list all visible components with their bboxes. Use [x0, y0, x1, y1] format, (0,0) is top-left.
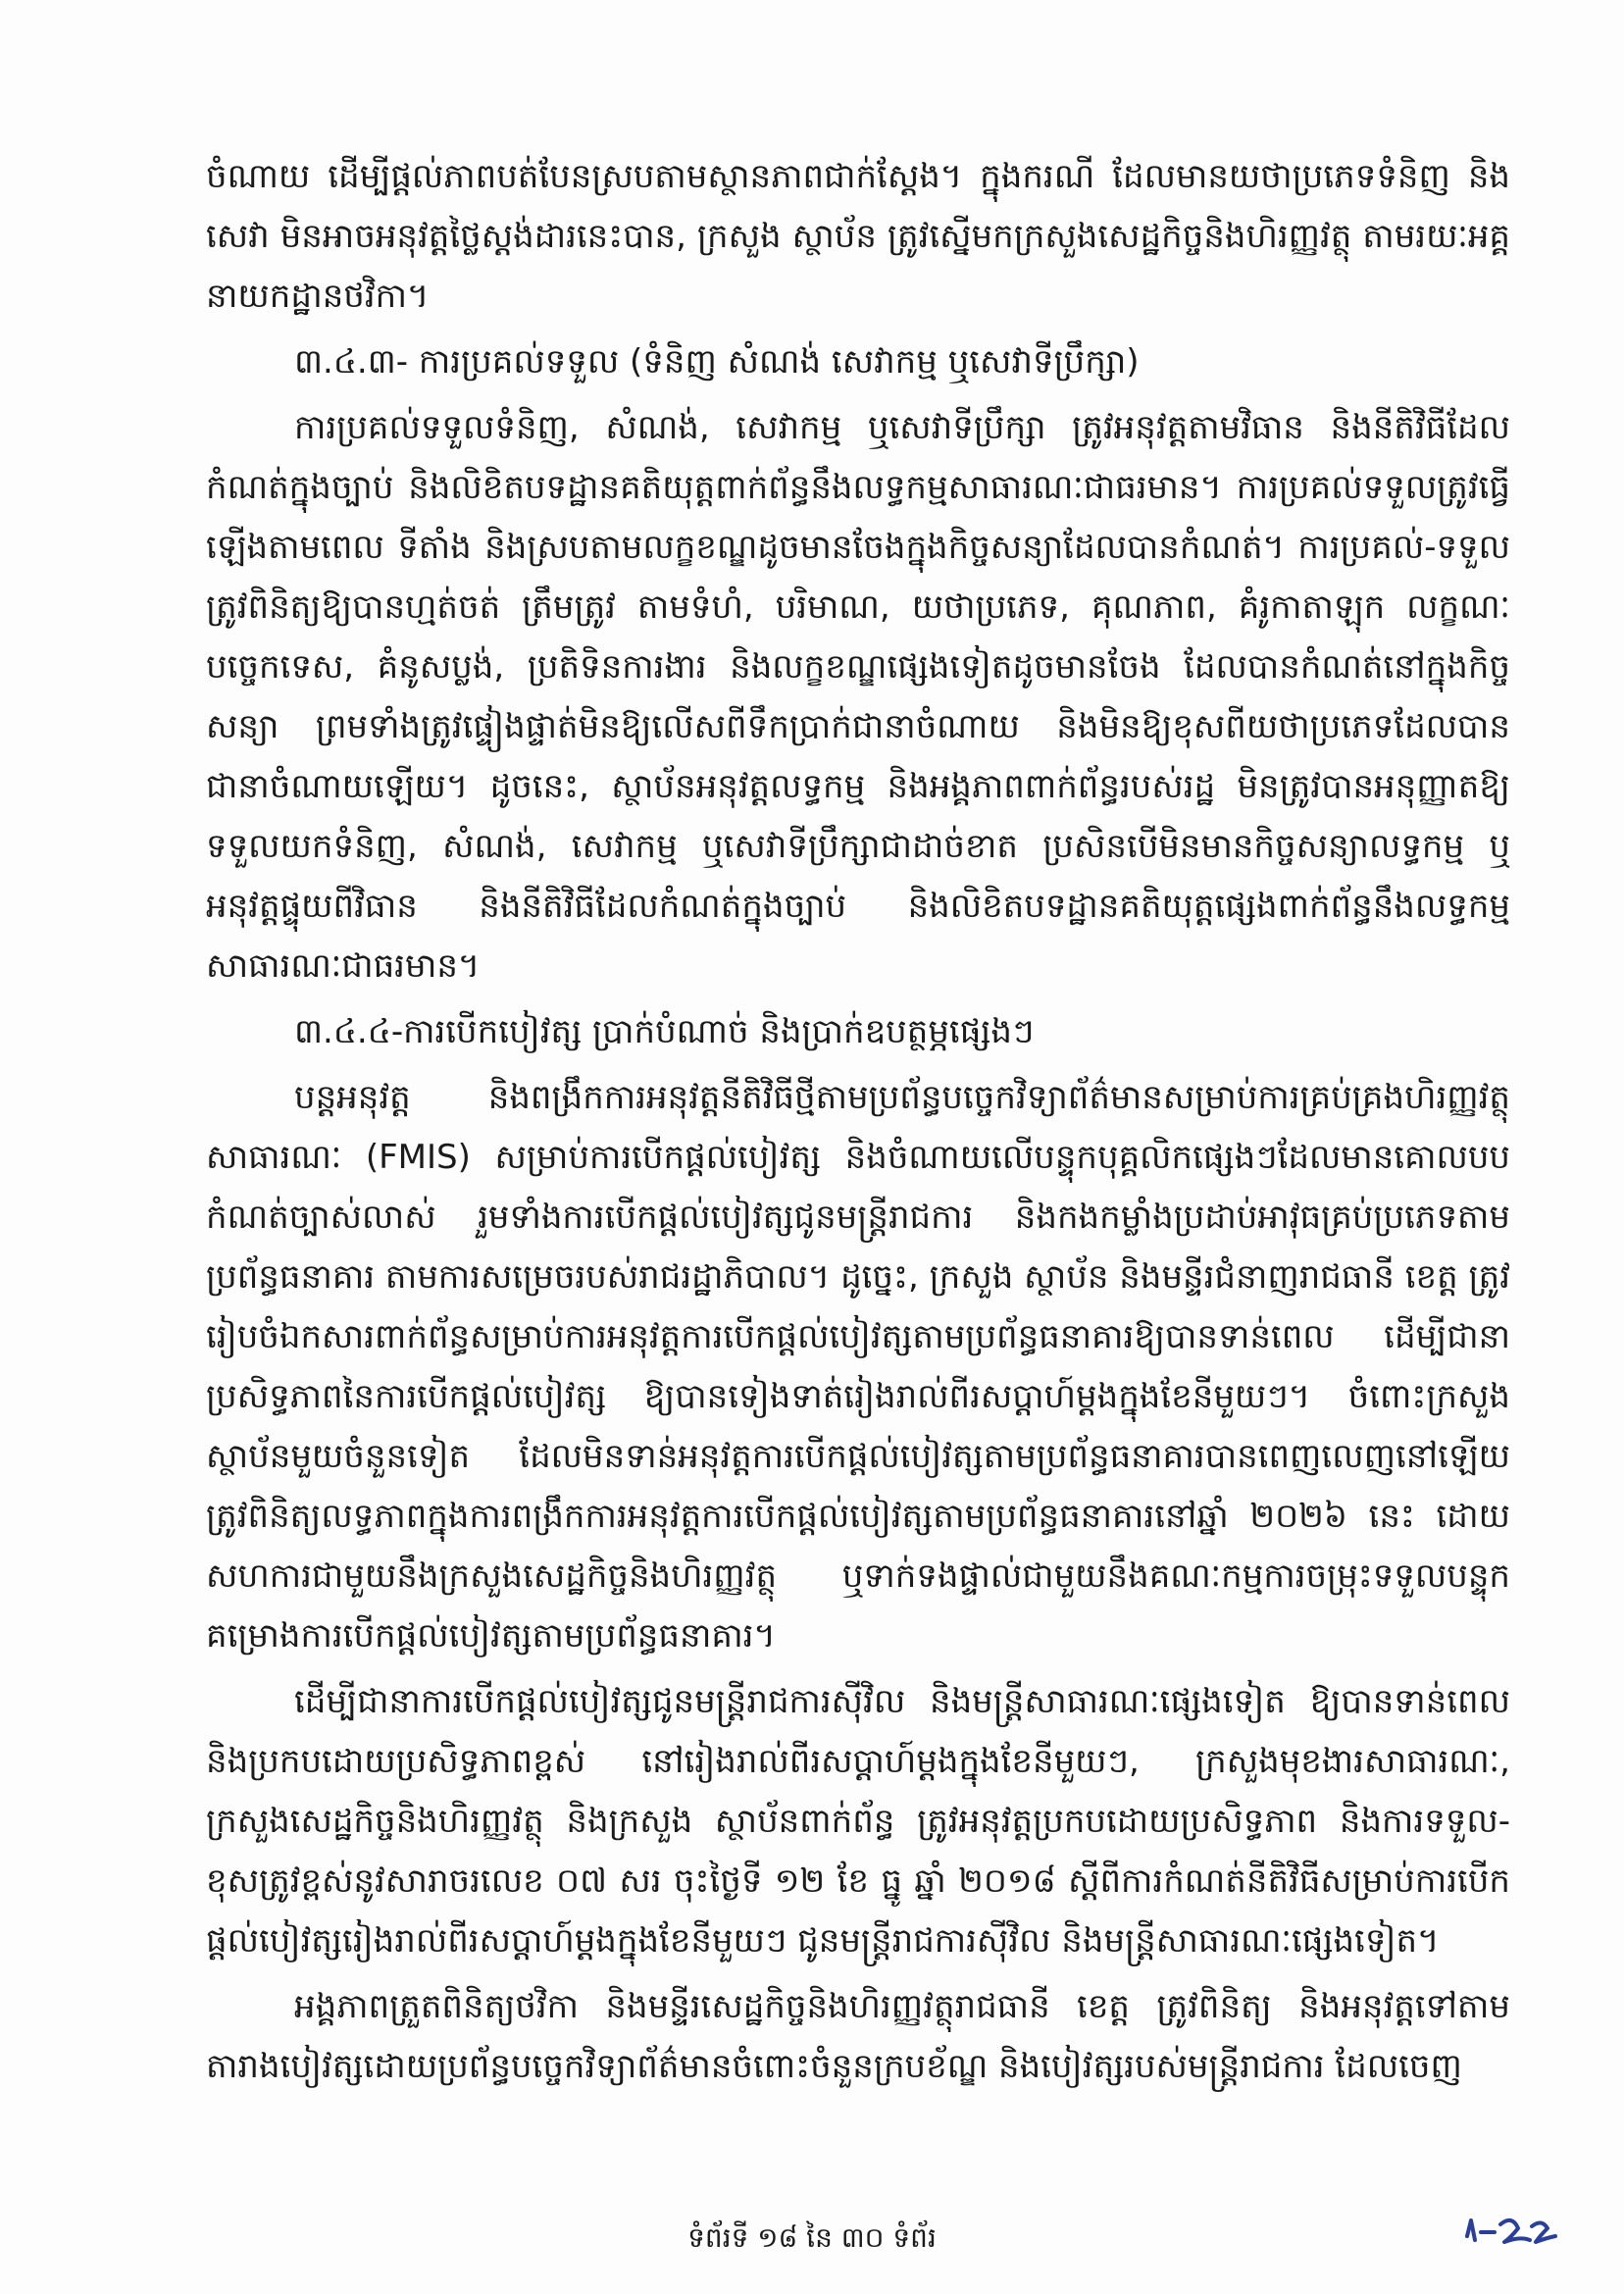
paragraph-handover-acceptance: ការប្រគល់ទទួលទំនិញ, សំណង់, សេវាកម្ម ឬសេវាទីប្រឹក្សា ត្រូវអនុវត្តតាមវិធាន និងនីតិវិធីដែលកំណត់ក្នុងច្បាប់ និងលិខិតបទដ្ឋានគតិយុត្តពាក់ព័ន្ធនឹងលទ្ធកម្មសាធារណៈជាធរមាន។ ការប្រគល់ទទួលត្រូវធ្វើឡើងតាមពេល ទីតាំង និងស្របតាមលក្ខខណ្ឌដូចមានចែងក្នុងកិច្ចសន្យាដែលបានកំណត់។ ការប្រគល់-ទទួល ត្រូវពិនិត្យឱ្យបានហ្មត់ចត់ ត្រឹមត្រូវ តាមទំហំ, បរិមាណ, យថាប្រភេទ, គុណភាព, គំរូកាតាឡុក លក្ខណៈបច្ចេកទេស, គំនូសប្លង់, ប្រតិទិនការងារ និងលក្ខខណ្ឌផ្សេងទៀតដូចមានចែង ដែលបានកំណត់នៅក្នុងកិច្ចសន្យា ព្រមទាំងត្រូវផ្ទៀងផ្ទាត់មិនឱ្យលើសពីទឹកប្រាក់ជានាចំណាយ និងមិនឱ្យខុសពីយថាប្រភេទដែលបានជានាចំណាយឡើយ។ ដូចនេះ, ស្ថាប័នអនុវត្តលទ្ធកម្ម និងអង្គភាពពាក់ព័ន្ធរបស់រដ្ឋ មិនត្រូវបានអនុញ្ញាតឱ្យទទួលយកទំនិញ, សំណង់, សេវាកម្ម ឬសេវាទីប្រឹក្សាជាដាច់ខាត ប្រសិនបើមិនមានកិច្ចសន្យាលទ្ធកម្ម ឬអនុវត្តផ្ទុយពីវិធាន និងនីតិវិធីដែលកំណត់ក្នុងច្បាប់ និងលិខិតបទដ្ឋានគតិយុត្តផ្សេងពាក់ព័ន្ធនឹងលទ្ធកម្មសាធារណៈជាធរមាន។	[206, 408, 1510, 986]
paragraph-fmis-salary: បន្តអនុវត្ត និងពង្រឹកការអនុវត្តនីតិវិធីថ្មីតាមប្រព័ន្ធបច្ចេកវិទ្យាព័ត៌មានសម្រាប់ការគ្រប់គ្រងហិរញ្ញវត្ថុសាធារណៈ (FMIS) សម្រាប់ការបើកផ្តល់បៀវត្ស និងចំណាយលើបន្ទុកបុគ្គលិកផ្សេងៗដែលមានគោលបបកំណត់ច្បាស់លាស់ រួមទាំងការបើកផ្តល់បៀវត្សជូនមន្ត្រីរាជការ និងកងកម្លាំងប្រដាប់អាវុធគ្រប់ប្រភេទតាមប្រព័ន្ធធនាគារ តាមការសម្រេចរបស់រាជរដ្ឋាភិបាល។ ដូច្នេះ, ក្រសួង ស្ថាប័ន និងមន្ទីរជំនាញរាជធានី ខេត្ត ត្រូវរៀបចំឯកសារពាក់ព័ន្ធសម្រាប់ការអនុវត្តការបើកផ្តល់បៀវត្សតាមប្រព័ន្ធធនាគារឱ្យបានទាន់ពេល ដើម្បីជានាប្រសិទ្ធភាពនៃការបើកផ្តល់បៀវត្ស ឱ្យបានទៀងទាត់រៀងរាល់ពីរសប្តាហ៍ម្តងក្នុងខែនីមួយៗ។ ចំពោះក្រសួង ស្ថាប័នមួយចំនួនទៀត ដែលមិនទាន់អនុវត្តការបើកផ្តល់បៀវត្សតាមប្រព័ន្ធធនាគារបានពេញលេញនៅឡើយ ត្រូវពិនិត្យលទ្ធភាពក្នុងការពង្រឹកការអនុវត្តការបើកផ្តល់បៀវត្សតាមប្រព័ន្ធធនាគារនៅឆ្នាំ ២០២៦ នេះ ដោយសហការជាមួយនឹងក្រសួងសេដ្ឋកិច្ចនិងហិរញ្ញវត្ថុ ឬទាក់ទងផ្ទាល់ជាមួយនឹងគណៈកម្មការចម្រុះទទួលបន្ទុកគម្រោងការបើកផ្តល់បៀវត្សតាមប្រព័ន្ធធនាគារ។	[206, 1078, 1510, 1656]
paragraph-budget-flexibility: ចំណាយ ដើម្បីផ្តល់ភាពបត់បែនស្របតាមស្ថានភាពជាក់ស្តែង។ ក្នុងករណី ដែលមានយថាប្រភេទទំនិញ និងសេវា មិនអាចអនុវត្តថ្លៃស្តង់ដារនេះបាន, ក្រសួង ស្ថាប័ន ត្រូវស្នើមកក្រសួងសេដ្ឋកិច្ចនិងហិរញ្ញវត្ថុ តាមរយៈអគ្គនាយកដ្ឋានថវិកា។	[206, 157, 1510, 316]
page-footer	[0, 2218, 1624, 2258]
section-heading-3-4-3: ៣.៤.៣- ការប្រគល់ទទួល (ទំនិញ សំណង់ សេវាកម្ម ឬសេវាទីប្រឹក្សា)	[294, 342, 1140, 382]
document-body	[206, 147, 1510, 2103]
page-number-label: ទំព័រទី ១៨ នៃ ៣០ ទំព័រ	[687, 2221, 937, 2254]
paragraph-biweekly-salary: ដើម្បីជានាការបើកផ្តល់បៀវត្សជូនមន្ត្រីរាជការស៊ីវិល និងមន្ត្រីសាធារណៈផ្សេងទៀត ឱ្យបានទាន់ពេលនិងប្រកបដោយប្រសិទ្ធភាពខ្ពស់ នៅរៀងរាល់ពីរសប្តាហ៍ម្តងក្នុងខែនីមួយៗ, ក្រសួងមុខងារសាធារណៈ, ក្រសួងសេដ្ឋកិច្ចនិងហិរញ្ញវត្ថុ និងក្រសួង ស្ថាប័នពាក់ព័ន្ធ ត្រូវអនុវត្តប្រកបដោយប្រសិទ្ធភាព និងការទទួល-ខុសត្រូវខ្ពស់នូវសារាចរលេខ ០៧ សរ ចុះថ្ងៃទី ១២ ខែ ធ្នូ ឆ្នាំ ២០១៨ ស្តីពីការកំណត់នីតិវិធីសម្រាប់ការបើកផ្តល់បៀវត្សរៀងរាល់ពីរសប្តាហ៍ម្តងក្នុងខែនីមួយៗ ជូនមន្ត្រីរាជការស៊ីវិល និងមន្ត្រីសាធារណៈផ្សេងទៀត។	[206, 1682, 1510, 1961]
handwritten-initials-icon	[1461, 2207, 1559, 2256]
section-heading-3-4-4: ៣.៤.៤-ការបើកបៀវត្ស ប្រាក់បំណាច់ និងប្រាក់ឧបត្ថម្ភផ្សេងៗ	[294, 1012, 1035, 1051]
paragraph-budget-control-unit: អង្គភាពត្រួតពិនិត្យថវិកា និងមន្ទីរសេដ្ឋកិច្ចនិងហិរញ្ញវត្ថុរាជធានី ខេត្ត ត្រូវពិនិត្យ និងអនុវត្តទៅតាមតារាងបៀវត្សដោយប្រព័ន្ធបច្ចេកវិទ្យាព័ត៌មានចំពោះចំនួនក្របខ័ណ្ឌ និងបៀវត្សរបស់មន្ត្រីរាជការ ដែលចេញ	[206, 1987, 1510, 2086]
